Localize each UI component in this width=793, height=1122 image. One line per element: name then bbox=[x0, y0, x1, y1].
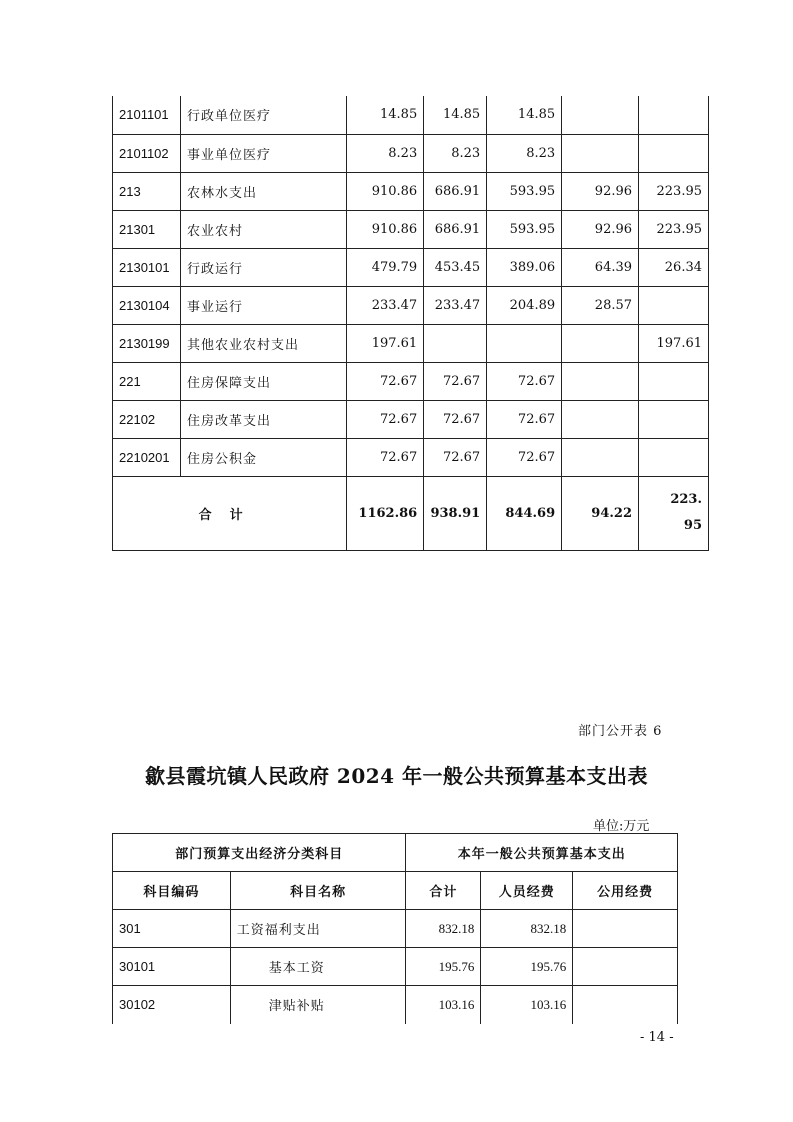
row-name: 基本工资 bbox=[230, 948, 406, 986]
row-total: 832.18 bbox=[406, 910, 481, 948]
row-c3: 204.89 bbox=[487, 286, 562, 324]
row-personnel: 103.16 bbox=[481, 986, 573, 1024]
row-c2: 14.85 bbox=[424, 96, 487, 134]
row-c4 bbox=[562, 324, 639, 362]
row-c1: 197.61 bbox=[347, 324, 424, 362]
basic-expenditure-table bbox=[112, 833, 678, 1024]
page-label: 部门公开表 6 bbox=[578, 724, 663, 739]
row-c4: 64.39 bbox=[562, 248, 639, 286]
row-c4: 28.57 bbox=[562, 286, 639, 324]
row-c5: 223.95 bbox=[639, 210, 709, 248]
row-c3: 389.06 bbox=[487, 248, 562, 286]
total-c2: 938.91 bbox=[424, 476, 487, 550]
row-name: 住房公积金 bbox=[180, 438, 346, 476]
table-row bbox=[113, 248, 709, 286]
row-c3: 14.85 bbox=[487, 96, 562, 134]
header-public: 公用经费 bbox=[573, 872, 678, 910]
row-c4: 92.96 bbox=[562, 210, 639, 248]
row-name: 住房改革支出 bbox=[180, 400, 346, 438]
table-row bbox=[113, 96, 709, 134]
row-c2: 72.67 bbox=[424, 438, 487, 476]
row-c5: 197.61 bbox=[639, 324, 709, 362]
row-c2: 8.23 bbox=[424, 134, 487, 172]
row-name: 津贴补贴 bbox=[230, 986, 406, 1024]
row-c5 bbox=[639, 134, 709, 172]
table-row bbox=[113, 286, 709, 324]
row-code: 2101102 bbox=[113, 134, 181, 172]
table-row bbox=[113, 400, 709, 438]
row-name: 事业运行 bbox=[180, 286, 346, 324]
table-row bbox=[113, 324, 709, 362]
table-row bbox=[113, 172, 709, 210]
unit-label: 单位:万元 bbox=[593, 819, 650, 834]
row-c3: 72.67 bbox=[487, 362, 562, 400]
row-code: 22102 bbox=[113, 400, 181, 438]
row-c5 bbox=[639, 362, 709, 400]
header-personnel: 人员经费 bbox=[481, 872, 573, 910]
table-row bbox=[113, 948, 678, 986]
total-c5-line1: 223. bbox=[670, 492, 702, 507]
page-title: 歙县霞坑镇人民政府 2024 年一般公共预算基本支出表 bbox=[144, 764, 649, 788]
row-code: 2210201 bbox=[113, 438, 181, 476]
row-c3 bbox=[487, 324, 562, 362]
group-left-header: 部门预算支出经济分类科目 bbox=[113, 834, 406, 872]
row-c2: 686.91 bbox=[424, 210, 487, 248]
header-total: 合计 bbox=[406, 872, 481, 910]
row-c3: 8.23 bbox=[487, 134, 562, 172]
row-c2: 233.47 bbox=[424, 286, 487, 324]
total-label: 合计 bbox=[113, 476, 347, 550]
table-row bbox=[113, 438, 709, 476]
row-c4 bbox=[562, 362, 639, 400]
row-code: 2130104 bbox=[113, 286, 181, 324]
row-c2: 686.91 bbox=[424, 172, 487, 210]
row-name: 住房保障支出 bbox=[180, 362, 346, 400]
row-code: 221 bbox=[113, 362, 181, 400]
row-c1: 72.67 bbox=[347, 362, 424, 400]
row-c2: 72.67 bbox=[424, 400, 487, 438]
row-c1: 479.79 bbox=[347, 248, 424, 286]
row-personnel: 832.18 bbox=[481, 910, 573, 948]
row-public bbox=[573, 986, 678, 1024]
row-code: 30101 bbox=[113, 948, 231, 986]
row-c5: 26.34 bbox=[639, 248, 709, 286]
row-c1: 8.23 bbox=[347, 134, 424, 172]
row-code: 2130101 bbox=[113, 248, 181, 286]
row-total: 195.76 bbox=[406, 948, 481, 986]
total-c3: 844.69 bbox=[487, 476, 562, 550]
total-row bbox=[113, 476, 709, 550]
row-c1: 233.47 bbox=[347, 286, 424, 324]
row-c4 bbox=[562, 400, 639, 438]
row-c4: 92.96 bbox=[562, 172, 639, 210]
header-name: 科目名称 bbox=[230, 872, 406, 910]
row-c1: 72.67 bbox=[347, 400, 424, 438]
group-header-row bbox=[113, 834, 678, 872]
row-c1: 910.86 bbox=[347, 172, 424, 210]
row-c3: 72.67 bbox=[487, 400, 562, 438]
row-c5 bbox=[639, 438, 709, 476]
row-c1: 14.85 bbox=[347, 96, 424, 134]
row-c1: 72.67 bbox=[347, 438, 424, 476]
row-c4 bbox=[562, 438, 639, 476]
row-code: 213 bbox=[113, 172, 181, 210]
table-row bbox=[113, 986, 678, 1024]
table-row bbox=[113, 134, 709, 172]
total-c5-line2: 95 bbox=[683, 518, 702, 533]
row-public bbox=[573, 910, 678, 948]
row-c4 bbox=[562, 134, 639, 172]
row-c5 bbox=[639, 96, 709, 134]
row-name: 农林水支出 bbox=[180, 172, 346, 210]
row-c3: 72.67 bbox=[487, 438, 562, 476]
row-c5: 223.95 bbox=[639, 172, 709, 210]
row-name: 事业单位医疗 bbox=[180, 134, 346, 172]
row-name: 工资福利支出 bbox=[230, 910, 406, 948]
row-code: 30102 bbox=[113, 986, 231, 1024]
header-code: 科目编码 bbox=[113, 872, 231, 910]
table-row bbox=[113, 910, 678, 948]
row-code: 301 bbox=[113, 910, 231, 948]
row-c4 bbox=[562, 96, 639, 134]
total-c4: 94.22 bbox=[562, 476, 639, 550]
column-header-row bbox=[113, 872, 678, 910]
row-personnel: 195.76 bbox=[481, 948, 573, 986]
row-c5 bbox=[639, 400, 709, 438]
table-row bbox=[113, 210, 709, 248]
total-c1: 1162.86 bbox=[347, 476, 424, 550]
row-c3: 593.95 bbox=[487, 172, 562, 210]
row-name: 农业农村 bbox=[180, 210, 346, 248]
row-code: 2101101 bbox=[113, 96, 181, 134]
upper-budget-table bbox=[112, 96, 709, 551]
group-right-header: 本年一般公共预算基本支出 bbox=[406, 834, 678, 872]
row-c3: 593.95 bbox=[487, 210, 562, 248]
row-name: 行政单位医疗 bbox=[180, 96, 346, 134]
row-c1: 910.86 bbox=[347, 210, 424, 248]
row-name: 其他农业农村支出 bbox=[180, 324, 346, 362]
row-c2: 72.67 bbox=[424, 362, 487, 400]
row-code: 21301 bbox=[113, 210, 181, 248]
total-c5 bbox=[639, 476, 709, 550]
row-name: 行政运行 bbox=[180, 248, 346, 286]
row-public bbox=[573, 948, 678, 986]
page-number: - 14 - bbox=[640, 1030, 674, 1045]
row-c5 bbox=[639, 286, 709, 324]
row-c2: 453.45 bbox=[424, 248, 487, 286]
row-code: 2130199 bbox=[113, 324, 181, 362]
row-c2 bbox=[424, 324, 487, 362]
table-row bbox=[113, 362, 709, 400]
row-total: 103.16 bbox=[406, 986, 481, 1024]
